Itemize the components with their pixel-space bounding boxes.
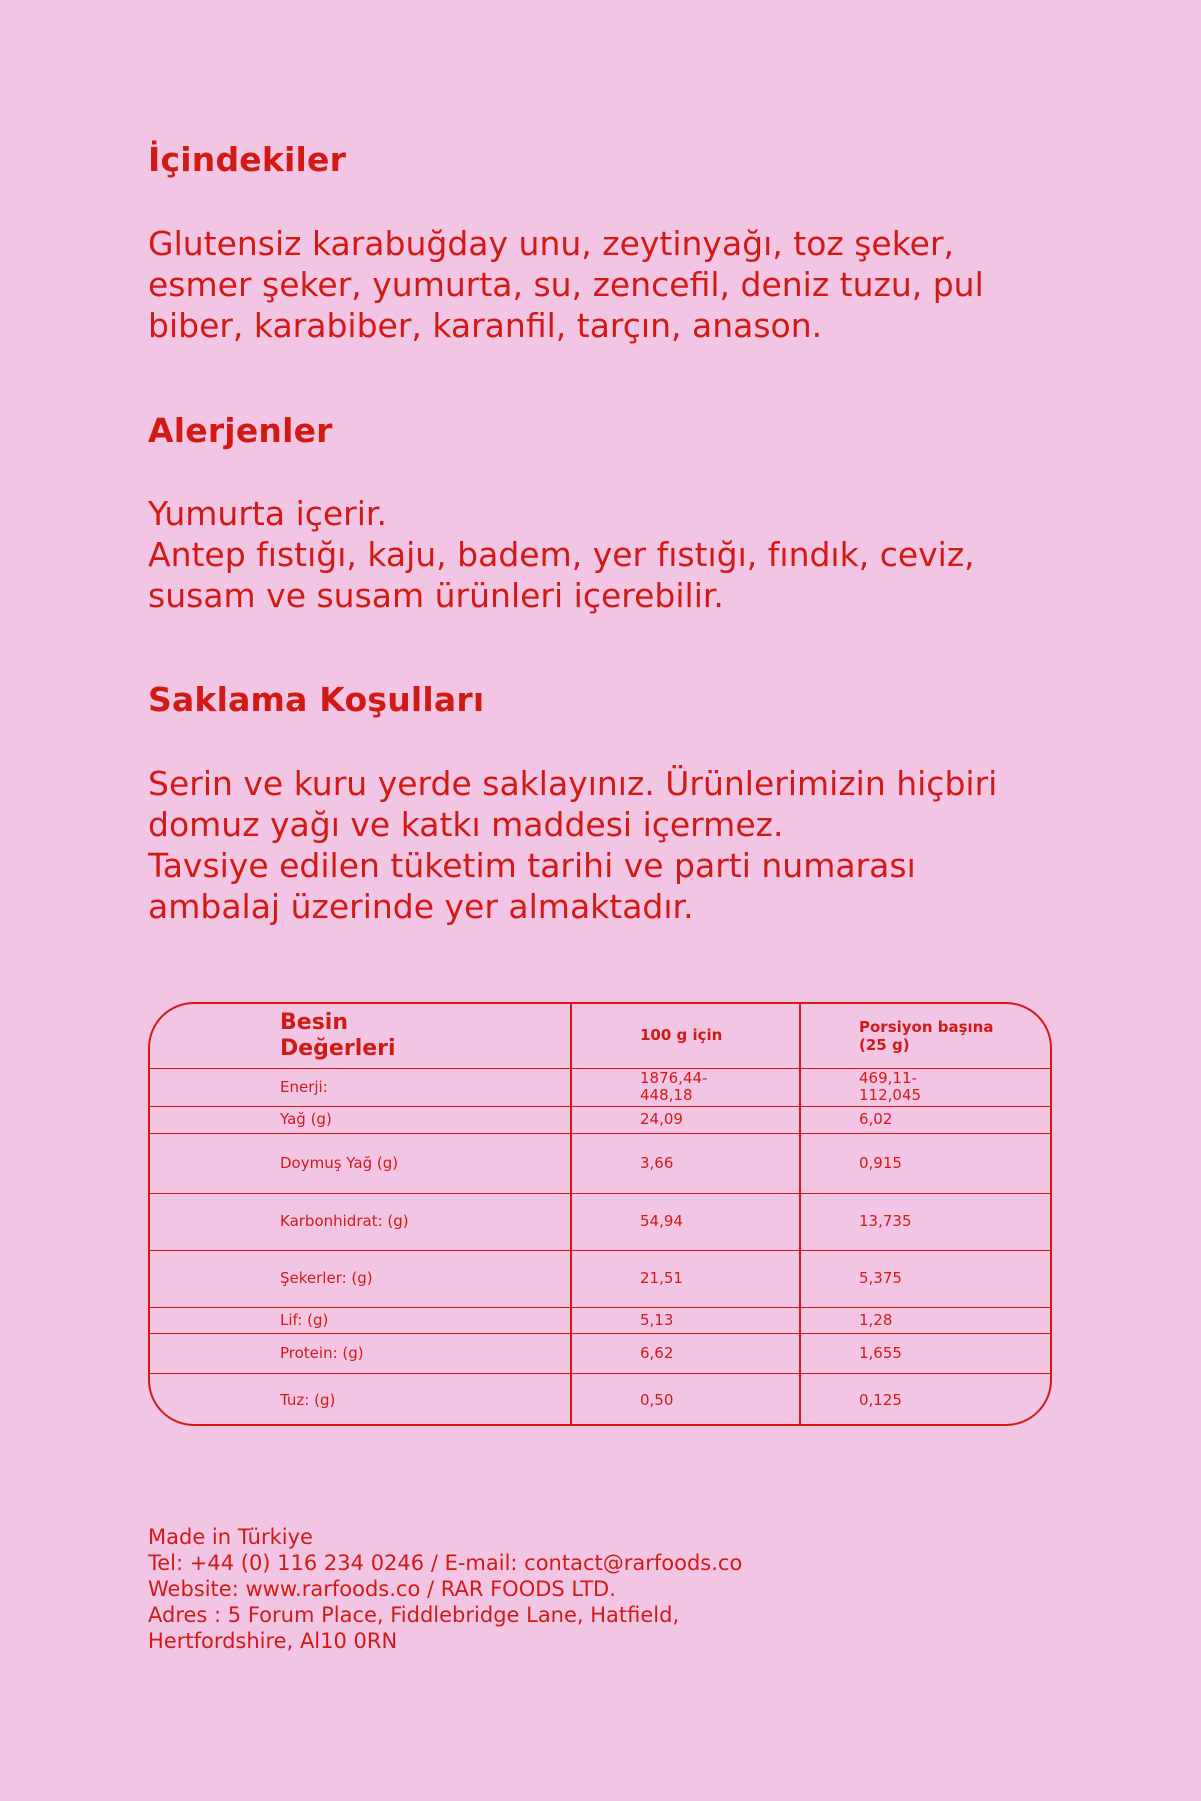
nutrition-header-portion [800,1004,1052,1068]
nutrient-portion: 0,915 [800,1133,1052,1193]
nutrient-name: Enerji: [150,1068,571,1106]
nutrition-row [150,1333,1052,1373]
nutrient-name: Yağ (g) [150,1106,571,1133]
storage-line: ambalaj üzerinde yer almaktadır. [148,887,694,926]
nutrition-header-row [150,1004,1052,1068]
contact-text: Tel: +44 (0) 116 234 0246 / E-mail: contact@rarfoods.co [148,1551,743,1575]
ingredients-line: Glutensiz karabuğday unu, zeytinyağı, toz şeker, [148,224,955,263]
nutrition-header-name [150,1004,571,1068]
nutrient-per100: 24,09 [571,1106,800,1133]
nutrient-per100 [571,1068,800,1106]
storage-title: Saklama Koşulları [148,680,485,719]
nutrient-name: Protein: (g) [150,1333,571,1373]
nutrient-name: Lif: (g) [150,1307,571,1333]
nutrition-header-line: Değerleri [280,1035,396,1061]
allergens-line: Yumurta içerir. [148,494,387,533]
storage-line: domuz yağı ve katkı maddesi içermez. [148,805,784,844]
ingredients-title: İçindekiler [148,140,347,179]
storage-line: Tavsiye edilen tüketim tarihi ve parti numarası [148,846,916,885]
nutrition-row [150,1106,1052,1133]
nutrition-header-line: (25 g) [859,1035,910,1054]
nutrition-row [150,1193,1052,1250]
ingredients-line: esmer şeker, yumurta, su, zencefil, deniz tuzu, pul [148,265,984,304]
company-info [148,1524,742,1654]
nutrient-portion: 1,655 [800,1333,1052,1373]
address-text: Hertfordshire, Al10 0RN [148,1629,398,1653]
allergens-title: Alerjenler [148,411,333,450]
nutrition-header-per100: 100 g için [571,1004,800,1068]
nutrient-name: Doymuş Yağ (g) [150,1133,571,1193]
nutrient-per100: 0,50 [571,1373,800,1426]
nutrient-portion [800,1068,1052,1106]
nutrition-row [150,1133,1052,1193]
value-line: 112,045 [859,1086,922,1104]
website-text: Website: www.rarfoods.co / RAR FOODS LTD. [148,1577,616,1601]
nutrition-header-line: Besin [280,1009,348,1035]
allergens-line: susam ve susam ürünleri içerebilir. [148,576,724,615]
allergens-line: Antep fıstığı, kaju, badem, yer fıstığı, fındık, ceviz, [148,535,975,574]
nutrition-row [150,1068,1052,1106]
storage-text [148,763,1078,927]
nutrition-row [150,1373,1052,1426]
nutrient-portion: 1,28 [800,1307,1052,1333]
nutrient-portion: 5,375 [800,1250,1052,1307]
nutrition-table [148,1002,1052,1426]
value-line: 1876,44- [640,1069,708,1087]
nutrient-portion: 13,735 [800,1193,1052,1250]
nutrient-per100: 6,62 [571,1333,800,1373]
nutrition-header-line: Porsiyon başına [859,1017,994,1036]
ingredients-line: biber, karabiber, karanfil, tarçın, anason. [148,306,823,345]
value-line: 469,11- [859,1069,917,1087]
allergens-text [148,493,1078,616]
nutrition-row [150,1250,1052,1307]
nutrient-per100: 54,94 [571,1193,800,1250]
origin-text: Made in Türkiye [148,1525,313,1549]
ingredients-text [148,223,1078,346]
nutrient-per100: 21,51 [571,1250,800,1307]
nutrient-per100: 5,13 [571,1307,800,1333]
nutrient-name: Tuz: (g) [150,1373,571,1426]
address-text: Adres : 5 Forum Place, Fiddlebridge Lane, Hatfield, [148,1603,680,1627]
nutrient-portion: 6,02 [800,1106,1052,1133]
nutrition-row [150,1307,1052,1333]
nutrient-name: Karbonhidrat: (g) [150,1193,571,1250]
nutrient-per100: 3,66 [571,1133,800,1193]
storage-line: Serin ve kuru yerde saklayınız. Ürünlerimizin hiçbiri [148,764,998,803]
value-line: 448,18 [640,1086,693,1104]
nutrient-portion: 0,125 [859,1391,902,1410]
nutrient-name: Şekerler: (g) [150,1250,571,1307]
